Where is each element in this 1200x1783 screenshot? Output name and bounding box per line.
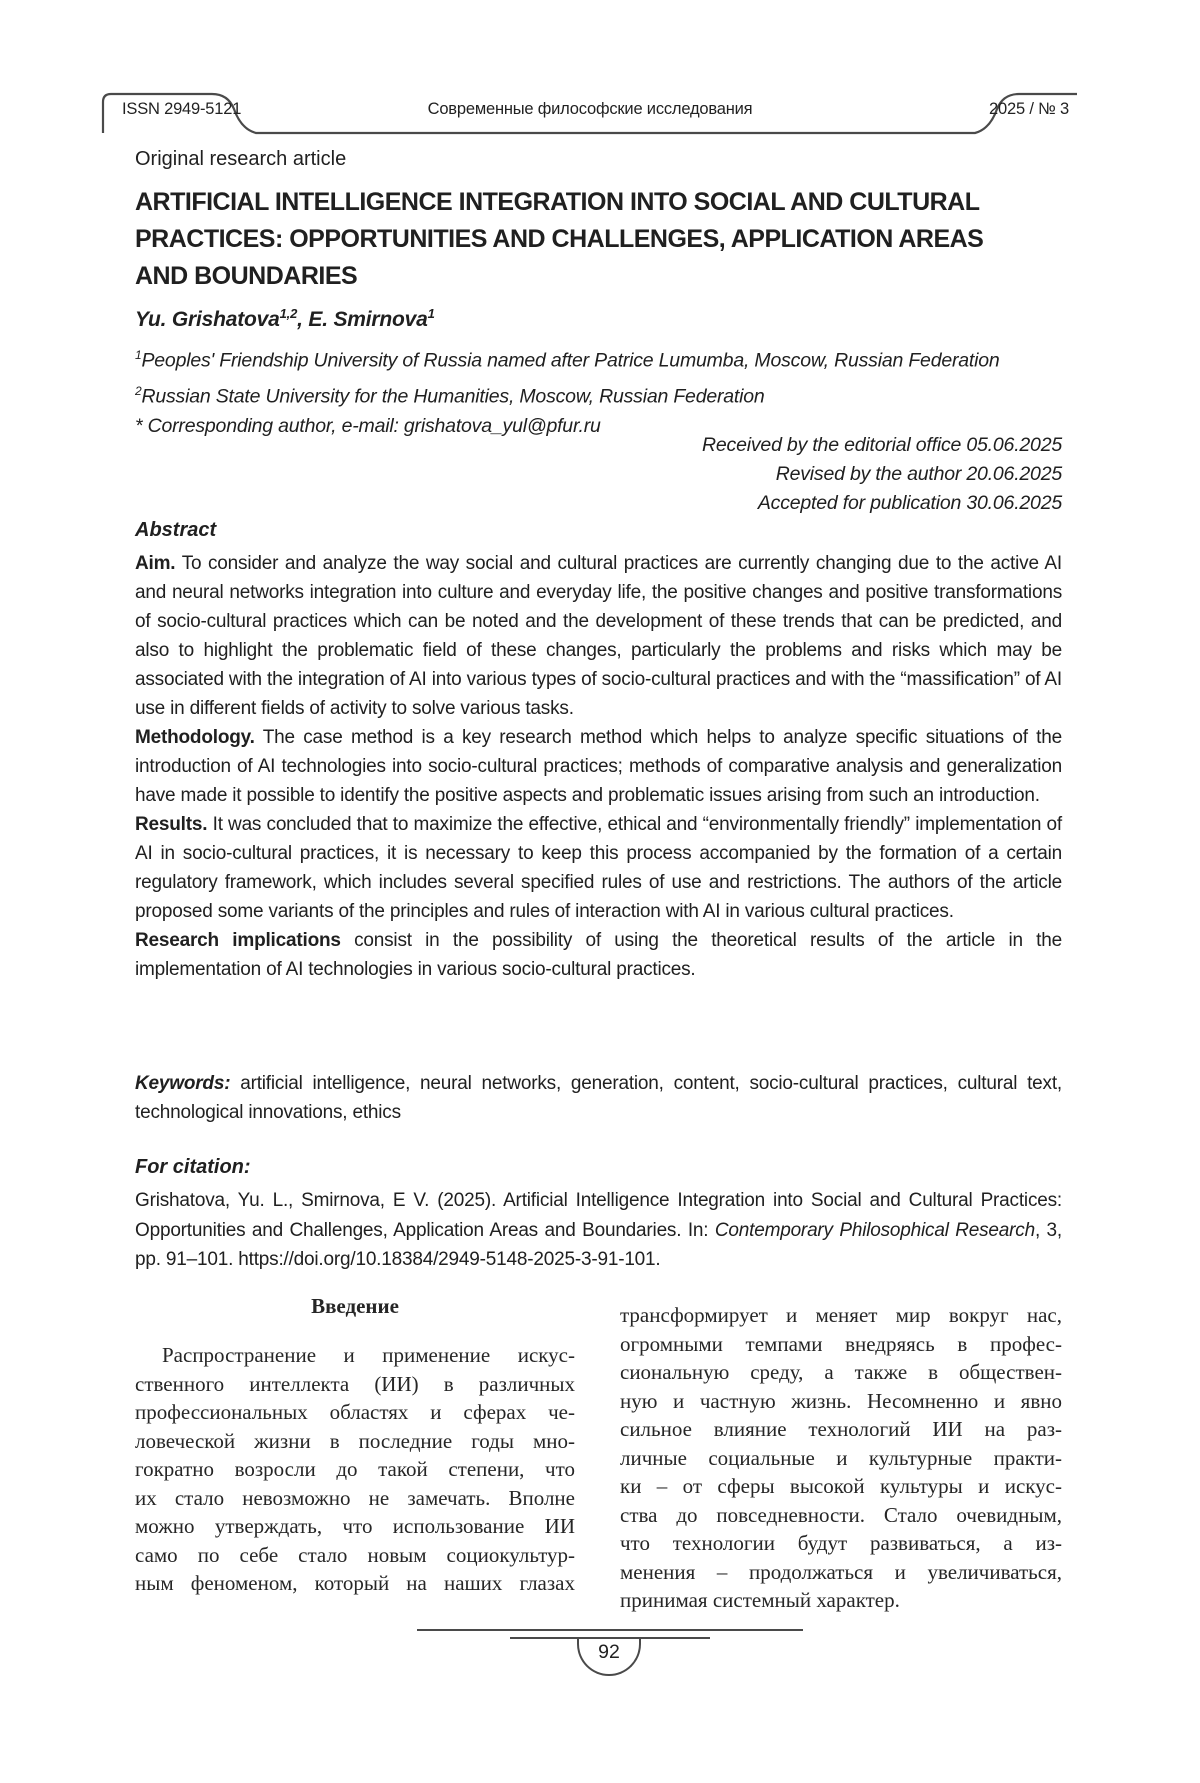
intro-text-line: принимая системный характер.: [620, 1588, 900, 1612]
received-date: Received by the editorial office 05.06.2025: [702, 434, 1062, 456]
abstract-aim-label: Aim.: [135, 553, 176, 574]
issue-label: 2025 / № 3: [989, 100, 1069, 118]
author-1-affil-sup: 1,2: [279, 306, 298, 321]
keywords-block: [135, 1069, 1062, 1127]
corresponding-author-line: * Corresponding author, e-mail: grishatova_yul@pfur.ru: [135, 415, 601, 437]
intro-text-line: гократно возросли до такой степени, что: [135, 1457, 575, 1481]
intro-text-line: ным феноменом, который на наших глазах: [135, 1571, 575, 1595]
article-title: [135, 184, 1062, 295]
affiliation-1-sup: 1: [135, 348, 142, 362]
introduction-heading: Введение: [311, 1294, 399, 1318]
keywords-label: Keywords:: [135, 1073, 231, 1094]
intro-text-line: ственного интеллекта (ИИ) в различных: [135, 1371, 575, 1396]
intro-text-line: можно утверждать, что использование ИИ: [135, 1514, 575, 1538]
affiliations-block: [135, 340, 1062, 441]
journal-title: Современные философские исследования: [427, 100, 753, 118]
citation-text: [135, 1186, 1062, 1275]
abstract-implications: [135, 926, 1062, 984]
intro-text-line: менения – продолжаться и увеличиваться,: [620, 1559, 1062, 1584]
abstract-heading: Abstract: [135, 519, 217, 541]
intro-text-line: профессиональных областях и сферах че-: [135, 1400, 575, 1424]
citation-text-start: Grishatova, Yu. L., Smirnova, E V. (2025). Artificial Intelligence Integration into Social and Cultural Practices: Opportunities and Challenges, Application Areas and Boundaries. In:: [135, 1190, 1062, 1241]
intro-right-column: [620, 1301, 1062, 1615]
article-title-line: AND BOUNDARIES: [135, 262, 358, 290]
issn-label: ISSN 2949-5121: [122, 100, 242, 118]
intro-text-line: что технологии будут развиваться, а из-: [620, 1531, 1062, 1555]
intro-text-line: ловеческой жизни в последние годы мно-: [135, 1428, 575, 1453]
intro-text-line: огромными темпами внедряясь в профес-: [620, 1331, 1062, 1356]
intro-left-column: [135, 1341, 575, 1598]
footer-rule-long: [417, 1629, 803, 1631]
intro-text-line: ки – от сферы высокой культуры и искус-: [620, 1474, 1062, 1498]
abstract-results-text: It was concluded that to maximize the effective, ethical and “environmentally friendly” implementation of AI in socio-cultural practices, it is necessary to keep this process accompanied by the formation of a certain regulatory framework, which includes several specified rules of use and restrictions. The authors of the article proposed some variants of the principles and rules of interaction with AI in various cultural practices.: [135, 814, 1062, 922]
author-1: Yu. Grishatova: [135, 308, 280, 331]
article-title-line: ARTIFICIAL INTELLIGENCE INTEGRATION INTO SOCIAL AND CULTURAL: [135, 188, 980, 216]
revised-date: Revised by the author 20.06.2025: [775, 463, 1062, 485]
intro-text-line: трансформирует и меняет мир вокруг нас,: [620, 1303, 1062, 1327]
intro-text-line: сиональную среду, а также в обществен-: [620, 1360, 1062, 1384]
abstract-methodology-text: The case method is a key research method which helps to analyze specific situations of the introduction of AI technologies into socio-cultural practices; methods of comparative analysis and generalization have made it possible to identify the positive aspects and problematic issues arising from such an introduction.: [135, 727, 1062, 806]
abstract-body: [135, 549, 1062, 984]
author-2: E. Smirnova: [308, 308, 428, 331]
editorial-dates: [135, 431, 1062, 518]
article-title-line: PRACTICES: OPPORTUNITIES AND CHALLENGES, APPLICATION AREAS: [135, 225, 984, 253]
abstract-implications-label: Research implications: [135, 930, 341, 951]
page-number-bubble: [577, 1639, 641, 1676]
keywords-text: artificial intelligence, neural networks, generation, content, socio-cultural practices, cultural text, technological innovations, ethics: [135, 1073, 1062, 1123]
intro-text-line: Распространение и применение искус-: [162, 1343, 575, 1367]
abstract-implications-text: consist in the possibility of using the theoretical results of the article in the implementation of AI technologies in various socio-cultural practices.: [135, 930, 1062, 980]
authors-separator: ,: [297, 308, 309, 331]
accepted-date: Accepted for publication 30.06.2025: [757, 492, 1062, 514]
article-type-label: Original research article: [135, 148, 347, 170]
authors-line: [135, 306, 1062, 332]
intro-text-line: ства до повседневности. Стало очевидным,: [620, 1502, 1062, 1527]
affiliation-2: [135, 376, 1062, 412]
affiliation-1-text: Peoples' Friendship University of Russia named after Patrice Lumumba, Moscow, Russian Federation: [141, 349, 1000, 372]
intro-text-line: их стало невозможно не замечать. Вполне: [135, 1485, 575, 1510]
abstract-aim: [135, 549, 1062, 723]
intro-text-line: ную и частную жизнь. Несомненно и явно: [620, 1388, 1062, 1413]
abstract-methodology-label: Methodology.: [135, 727, 255, 748]
citation-text-end: , 3, pp. 91–101. https://doi.org/10.18384/2949-5148-2025-3-91-101.: [135, 1219, 1063, 1270]
citation-journal-name: Contemporary Philosophical Research: [714, 1219, 1035, 1241]
page-number: 92: [598, 1641, 620, 1663]
affiliation-2-text: Russian State University for the Humanities, Moscow, Russian Federation: [141, 385, 765, 407]
intro-text-line: само по себе стало новым социокультур-: [135, 1542, 575, 1567]
intro-text-line: личные социальные и культурные практи-: [620, 1445, 1062, 1470]
abstract-aim-text: To consider and analyze the way social and cultural practices are currently changing due to the active AI and neural networks integration into culture and everyday life, the positive changes and positive transformations of socio-cultural practices which can be noted and the development of these trends that can be predicted, and also to highlight the problematic field of these changes, particularly the problems and risks which may be associated with the integration of AI into various types of socio-cultural practices and with the “massification” of AI use in different fields of activity to solve various tasks.: [135, 553, 1062, 719]
abstract-methodology: [135, 723, 1062, 810]
affiliation-2-sup: 2: [135, 383, 142, 398]
author-2-affil-sup: 1: [427, 306, 435, 321]
affiliation-1: [135, 340, 1062, 376]
intro-text-line: сильное влияние технологий ИИ на раз-: [620, 1417, 1062, 1441]
for-citation-heading: For citation:: [135, 1156, 251, 1178]
abstract-results-label: Results.: [135, 814, 208, 835]
abstract-results: [135, 810, 1062, 926]
